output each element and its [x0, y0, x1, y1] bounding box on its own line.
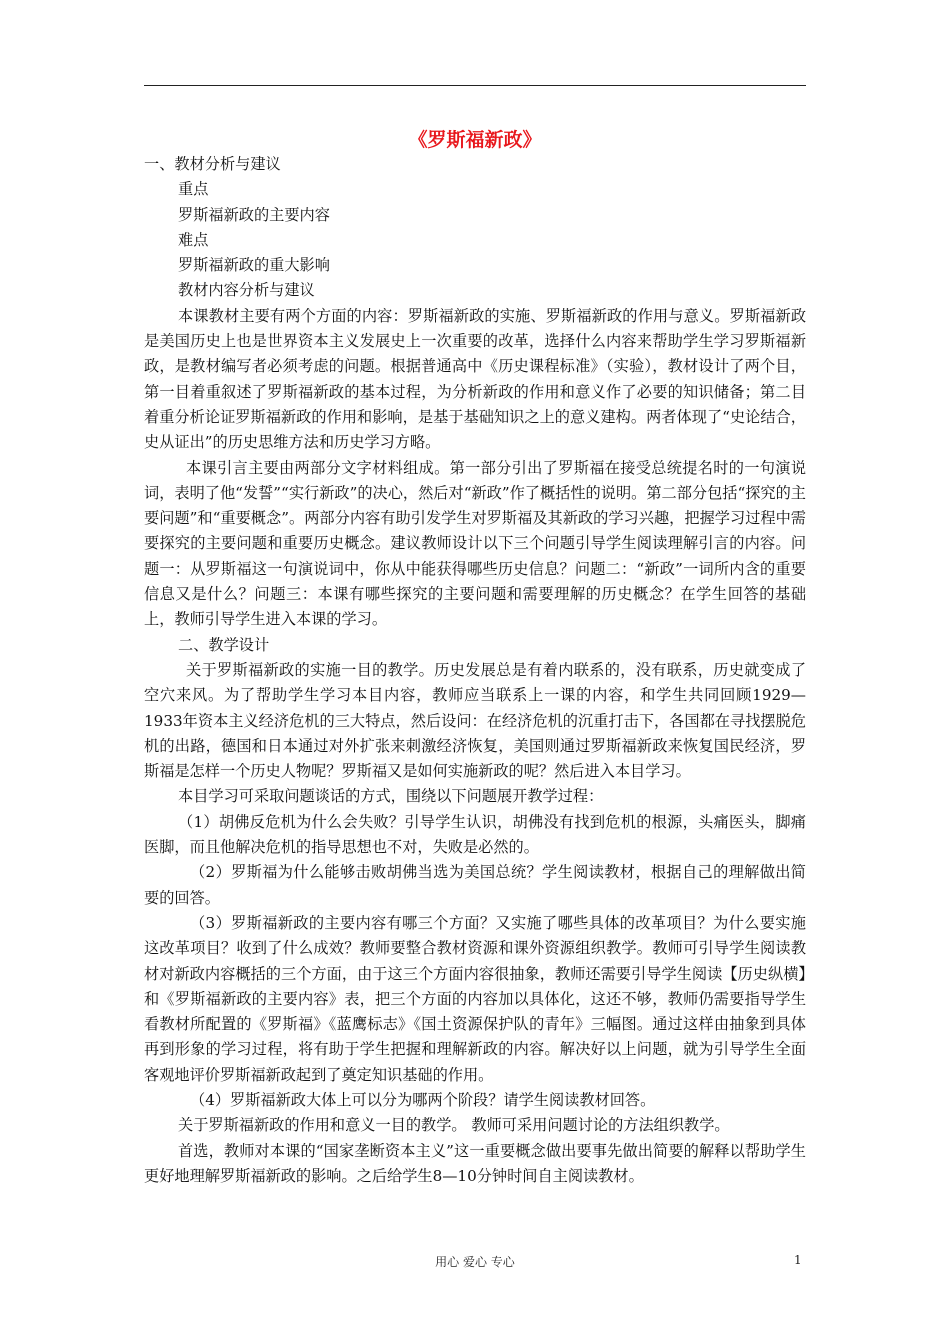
section-heading-1: 一、教材分析与建议	[144, 155, 281, 173]
body-paragraph: 关于罗斯福新政的实施一目的教学。历史发展总是有着内联系的，没有联系，历史就变成了空穴来风。为了帮助学生学习本目内容，教师应当联系上一课的内容，和学生共同回顾1929—1933年资本主义经济危机的三大特点，然后设问：在经济危机的沉重打击下，各国都在寻找摆脱危机的出路，德国和日本通过对外扩张来刺激经济恢复，美国则通过罗斯福新政来恢复国民经济，罗斯福是怎样一个历史人物呢？罗斯福又是如何实施新政的呢？然后进入本目学习。	[144, 660, 806, 781]
subheading-content-analysis: 教材内容分析与建议	[178, 281, 315, 300]
page-number: 1	[794, 1253, 802, 1267]
subheading-key-point: 重点	[178, 180, 209, 199]
body-paragraph: 关于罗斯福新政的作用和意义一目的教学。 教师可采用问题讨论的方法组织教学。	[178, 1116, 730, 1135]
document-body	[144, 152, 806, 1189]
body-paragraph: 本课教材主要有两个方面的内容：罗斯福新政的实施、罗斯福新政的作用与意义。罗斯福新政是美国历史上也是世界资本主义发展史上一次重要的改革，选择什么内容来帮助学生学习罗斯福新政，是教材编写者必须考虑的问题。根据普通高中《历史课程标准》（实验），教材设计了两个目，第一目着重叙述了罗斯福新政的基本过程，为分析新政的作用和意义作了必要的知识储备；第二目着重分析论证罗斯福新政的作用和影响，是基于基础知识之上的意义建构。两者体现了“史论结合，史从证出”的历史思维方法和历史学习方略。	[144, 306, 806, 452]
question-item: （1）胡佛反危机为什么会失败？引导学生认识，胡佛没有找到危机的根源，头痛医头，脚痛医脚，而且他解决危机的指导思想也不对，失败是必然的。	[144, 812, 806, 857]
body-paragraph: 首选，教师对本课的“国家垄断资本主义”这一重要概念做出要事先做出简要的解释以帮助学生更好地理解罗斯福新政的影响。之后给学生8—10分钟时间自主阅读教材。	[144, 1141, 806, 1185]
section-heading-2: 二、教学设计	[178, 635, 270, 654]
question-item: （4）罗斯福新政大体上可以分为哪两个阶段？请学生阅读教材回答。	[190, 1090, 656, 1109]
document-title: 《罗斯福新政》	[408, 129, 542, 151]
key-point-text: 罗斯福新政的主要内容	[178, 205, 330, 224]
question-item: （2）罗斯福为什么能够击败胡佛当选为美国总统？学生阅读教材，根据自己的理解做出简要的回答。	[144, 863, 806, 907]
question-item: （3）罗斯福新政的主要内容有哪三个方面？又实施了哪些具体的改革项目？为什么要实施这改革项目？收到了什么成效？教师要整合教材资源和课外资源组织教学。教师可引导学生阅读教材对新政内容概括的三个方面，由于这三个方面内容很抽象，教师还需要引导学生阅读【历史纵横】和《罗斯福新政的主要内容》表，把三个方面的内容加以具体化，这还不够，教师仍需要指导学生看教材所配置的《罗斯福》《蓝鹰标志》《国土资源保护队的青年》三幅图。通过这样由抽象到具体再到形象的学习过程，将有助于学生把握和理解新政的内容。解决好以上问题，就为引导学生全面客观地评价罗斯福新政起到了奠定知识基础的作用。	[144, 913, 806, 1084]
header-rule	[144, 85, 806, 86]
body-paragraph: 本目学习可采取问题谈话的方式，围绕以下问题展开教学过程：	[178, 787, 604, 806]
difficulty-text: 罗斯福新政的重大影响	[178, 256, 330, 275]
subheading-difficulty: 难点	[178, 230, 209, 249]
footer-text: 用心 爱心 专心	[435, 1255, 515, 1269]
body-paragraph: 本课引言主要由两部分文字材料组成。第一部分引出了罗斯福在接受总统提名时的一句演说词，表明了他“发誓”“实行新政”的决心，然后对“新政”作了概括性的说明。第二部分包括“探究的主要问题”和“重要概念”。两部分内容有助引发学生对罗斯福及其新政的学习兴趣，把握学习过程中需要探究的主要问题和重要历史概念。建议教师设计以下三个问题引导学生阅读理解引言的内容。问题一：从罗斯福这一句演说词中，你从中能获得哪些历史信息？问题二：“新政”一词所内含的重要信息又是什么？问题三：本课有哪些探究的主要问题和需要理解的历史概念？在学生回答的基础上，教师引导学生进入本课的学习。	[144, 458, 806, 629]
